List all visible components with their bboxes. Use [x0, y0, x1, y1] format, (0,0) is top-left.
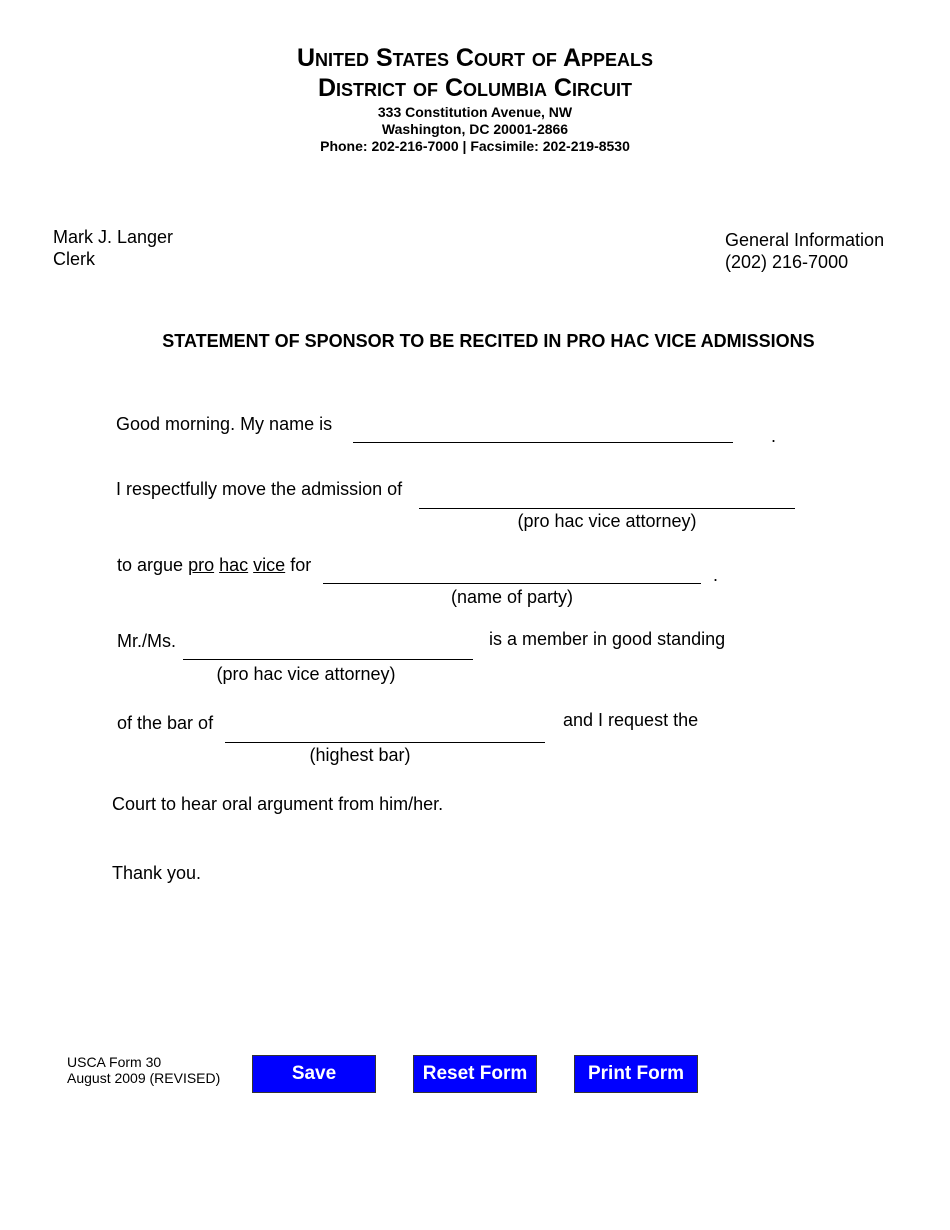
good-standing-text: is a member in good standing: [489, 629, 726, 649]
court-address-city: Washington, DC 20001-2866: [381, 121, 569, 137]
motion-text: I respectfully move the admission of: [116, 479, 403, 499]
print-form-button[interactable]: Print Form: [574, 1055, 698, 1093]
mr-ms-text: Mr./Ms.: [117, 631, 176, 651]
reset-form-button[interactable]: Reset Form: [413, 1055, 537, 1093]
form-date: August 2009 (REVISED): [67, 1070, 221, 1086]
pro-text: pro: [188, 555, 215, 575]
party-name-field[interactable]: [323, 561, 701, 584]
court-address-street: 333 Constitution Avenue, NW: [377, 104, 573, 120]
clerk-title: Clerk: [53, 249, 96, 269]
oral-argument-text: Court to hear oral argument from him/her.: [112, 794, 444, 814]
vice-text: vice: [253, 555, 286, 575]
request-text: and I request the: [563, 710, 699, 730]
general-info-phone: (202) 216-7000: [725, 252, 849, 272]
bar-of-text: of the bar of: [117, 713, 214, 733]
line1-period: .: [771, 426, 777, 446]
line3-period: .: [713, 565, 719, 585]
attorney-caption-2: (pro hac vice attorney): [216, 664, 396, 684]
court-title: United States Court of Appeals: [296, 44, 654, 72]
statement-title: STATEMENT OF SPONSOR TO BE RECITED IN PRO HAC VICE ADMISSIONS: [162, 331, 815, 351]
to-argue-text: to argue: [117, 555, 184, 575]
highest-bar-caption: (highest bar): [309, 745, 411, 765]
for-text: for: [290, 555, 312, 575]
attorney-name-field[interactable]: [419, 486, 795, 509]
attorney-caption: (pro hac vice attorney): [517, 511, 697, 531]
attorney-name-field-2[interactable]: [183, 637, 473, 660]
save-button[interactable]: Save: [252, 1055, 376, 1093]
highest-bar-field[interactable]: [225, 720, 545, 743]
argue-text: [117, 554, 311, 576]
clerk-name: Mark J. Langer: [53, 227, 174, 247]
greeting-text: Good morning. My name is: [116, 414, 333, 434]
party-caption: (name of party): [450, 587, 574, 607]
general-info-label: General Information: [725, 230, 885, 250]
form-number: USCA Form 30: [67, 1054, 162, 1070]
hac-text: hac: [219, 555, 249, 575]
circuit-title: District of Columbia Circuit: [318, 74, 632, 102]
court-phone-fax: Phone: 202-216-7000 | Facsimile: 202-219-8530: [320, 138, 630, 154]
thank-you-text: Thank you.: [112, 863, 202, 883]
sponsor-name-field[interactable]: [353, 420, 733, 443]
